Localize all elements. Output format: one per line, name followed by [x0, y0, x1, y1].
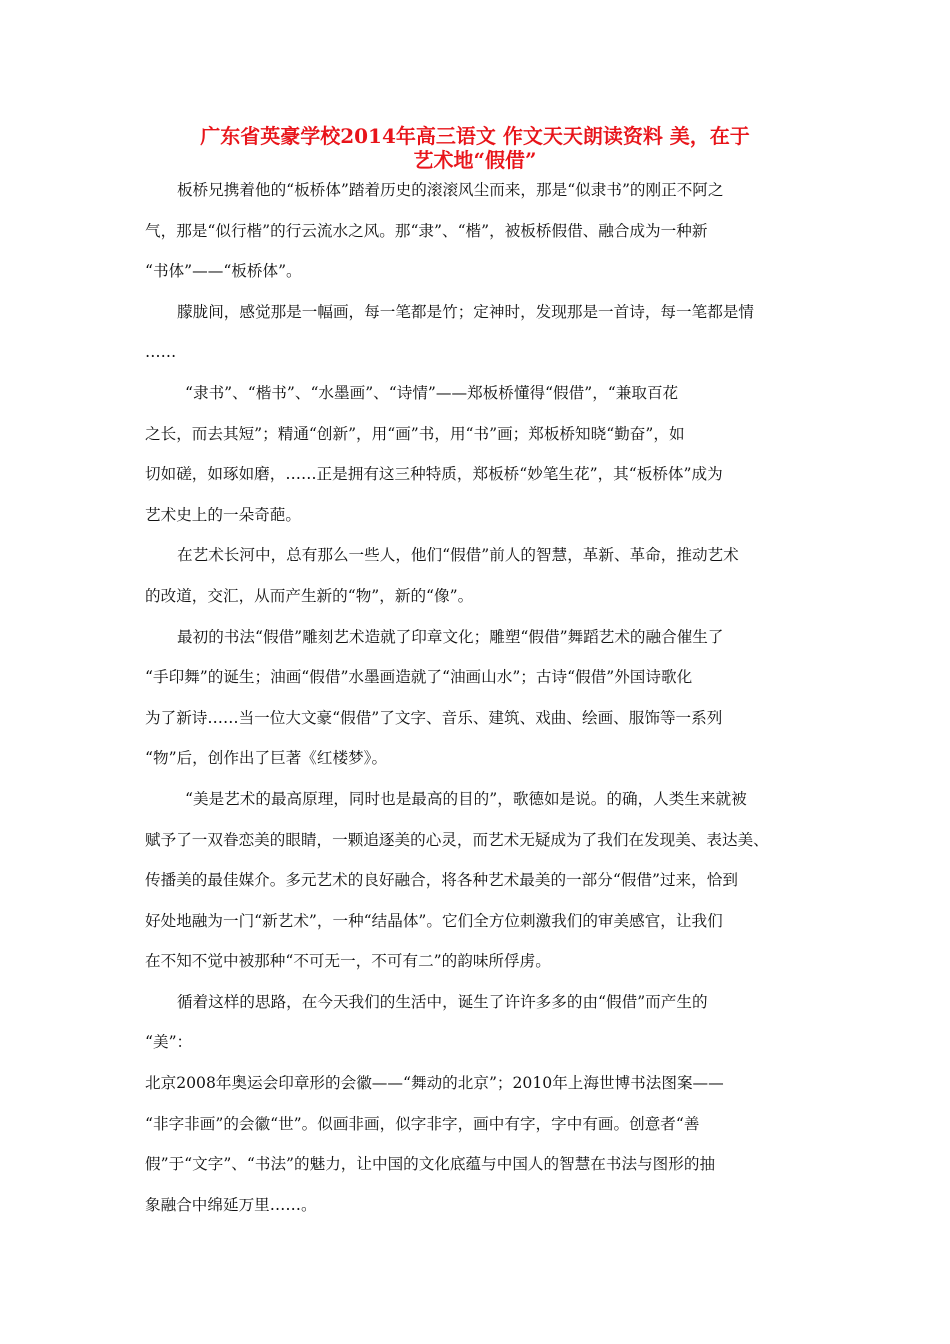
text-line: 的改道，交汇，从而产生新的“物”，新的“像”。: [145, 586, 474, 605]
document-title-line-1: 广东省英豪学校2014年高三语文 作文天天朗读资料 美，在于: [200, 124, 750, 148]
text-line: 艺术史上的一朵奇葩。: [145, 505, 301, 524]
text-line: 切如磋，如琢如磨，……正是拥有这三种特质，郑板桥“妙笔生花”，其“板桥体”成为: [145, 465, 723, 484]
text-line: 最初的书法“假借”雕刻艺术造就了印章文化；雕塑“假借”舞蹈艺术的融合催生了: [177, 627, 724, 646]
text-line: 传播美的最佳媒介。多元艺术的良好融合，将各种艺术最美的一部分“假借”过来，恰到: [145, 871, 738, 890]
text-line: 赋予了一双眷恋美的眼睛，一颗追逐美的心灵，而艺术无疑成为了我们在发现美、表达美、: [145, 830, 769, 849]
text-line: 板桥兄携着他的“板桥体”踏着历史的滚滚风尘而来，那是“似隶书”的刚正不阿之: [177, 181, 724, 199]
text-line: ……: [145, 343, 177, 362]
document-body: [145, 170, 810, 1225]
text-line: “美”：: [145, 1033, 193, 1052]
text-line: 为了新诗……当一位大文豪“假借”了文字、音乐、建筑、戏曲、绘画、服饰等一系列: [145, 708, 723, 727]
text-line: 气，那是“似行楷”的行云流水之风。那“隶”、“楷”，被板桥假借、融合成为一种新: [145, 221, 708, 240]
text-line: 在艺术长河中，总有那么一些人，他们“假借”前人的智慧，革新、革命，推动艺术: [177, 546, 739, 565]
text-line: 北京2008年奥运会印章形的会徽——“舞动的北京”；2010年上海世博书法图案——: [145, 1074, 724, 1093]
text-line: 朦胧间，感觉那是一幅画，每一笔都是竹；定神时，发现那是一首诗，每一笔都是情: [177, 302, 754, 321]
text-line: “美是艺术的最高原理，同时也是最高的目的”，歌德如是说。的确，人类生来就被: [185, 789, 747, 808]
text-line: “手印舞”的诞生；油画“假借”水墨画造就了“油画山水”；古诗“假借”外国诗歌化: [145, 668, 693, 687]
text-line: 之长，而去其短”；精通“创新”，用“画”书，用“书”画；郑板桥知晓“勤奋”，如: [145, 424, 685, 443]
text-line: 象融合中绵延万里……。: [145, 1195, 317, 1214]
text-line: 假”于“文字”、“书法”的魅力，让中国的文化底蕴与中国人的智慧在书法与图形的抽: [145, 1155, 716, 1174]
text-line: 循着这样的思路，在今天我们的生活中，诞生了许许多多的由“假借”而产生的: [177, 992, 708, 1011]
document-title-line-2: 艺术地“假借”: [413, 148, 537, 172]
text-line: “物”后，创作出了巨著《红楼梦》。: [145, 749, 388, 768]
text-line: “书体”——“板桥体”。: [145, 262, 302, 281]
text-line: 好处地融为一门“新艺术”，一种“结晶体”。它们全方位刺激我们的审美感官，让我们: [145, 911, 723, 930]
text-line: “非字非画”的会徽“世”。似画非画，似字非字，画中有字，字中有画。创意者“善: [145, 1114, 700, 1133]
text-line: “隶书”、“楷书”、“水墨画”、“诗情”——郑板桥懂得“假借”，“兼取百花: [185, 383, 679, 402]
text-line: 在不知不觉中被那种“不可无一，不可有二”的韵味所俘虏。: [145, 952, 551, 971]
